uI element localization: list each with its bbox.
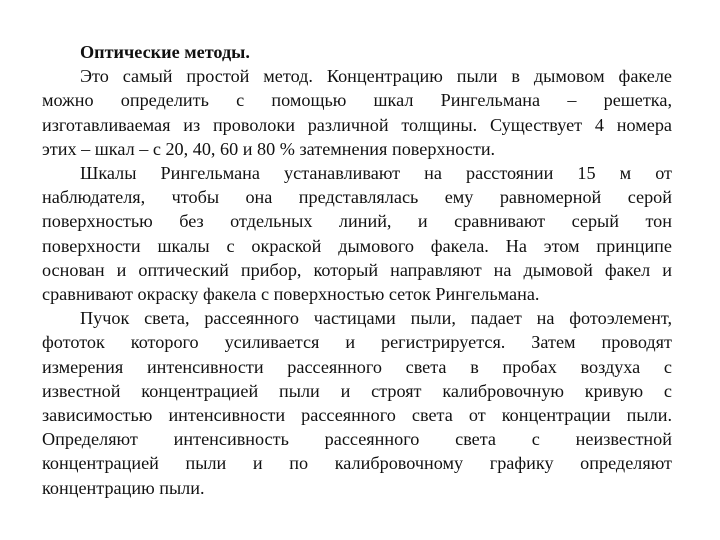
text-line: фототок которого усиливается и регистрируется. Затем проводят (42, 332, 672, 353)
text-line: можно определить с помощью шкал Рингельмана – решетка, (42, 90, 672, 111)
document-body (42, 40, 672, 500)
text-line: наблюдателя, чтобы она представлялась ему равномерной серой (42, 187, 672, 208)
paragraph (42, 161, 672, 306)
text-line: сравнивают окраску факела с поверхностью сеток Рингельмана. (42, 284, 540, 305)
text-line: известной концентрацией пыли и строят калибровочную кривую с (42, 380, 672, 401)
text-line: основан и оптический прибор, который направляют на дымовой факел и (42, 259, 672, 280)
text-line: концентрацией пыли и по калибровочному графику определяют (42, 453, 672, 474)
text-line: концентрацию пыли. (42, 477, 205, 498)
text-line: поверхности шкалы с окраской дымового факела. На этом принципе (42, 235, 672, 256)
text-line: Шкалы Рингельмана устанавливают на расстоянии 15 м от (80, 163, 672, 184)
text-line: поверхностью без отдельных линий, и сравнивают серый тон (42, 211, 672, 232)
text-line: Пучок света, рассеянного частицами пыли, падает на фотоэлемент, (80, 308, 672, 329)
paragraph (42, 64, 672, 161)
section-title: Оптические методы. (80, 42, 250, 62)
paragraph (42, 306, 672, 500)
text-line: зависимостью интенсивности рассеянного света от концентрации пыли. (42, 405, 672, 426)
text-line: Определяют интенсивность рассеянного света с неизвестной (42, 429, 672, 450)
text-line: этих – шкал – с 20, 40, 60 и 80 % затемнения поверхности. (42, 138, 496, 159)
text-line: Это самый простой метод. Концентрацию пыли в дымовом факеле (80, 66, 672, 87)
paragraphs (42, 64, 672, 500)
text-line: изготавливаемая из проволоки различной толщины. Существует 4 номера (42, 114, 672, 135)
text-line: измерения интенсивности рассеянного света в пробах воздуха с (42, 356, 672, 377)
